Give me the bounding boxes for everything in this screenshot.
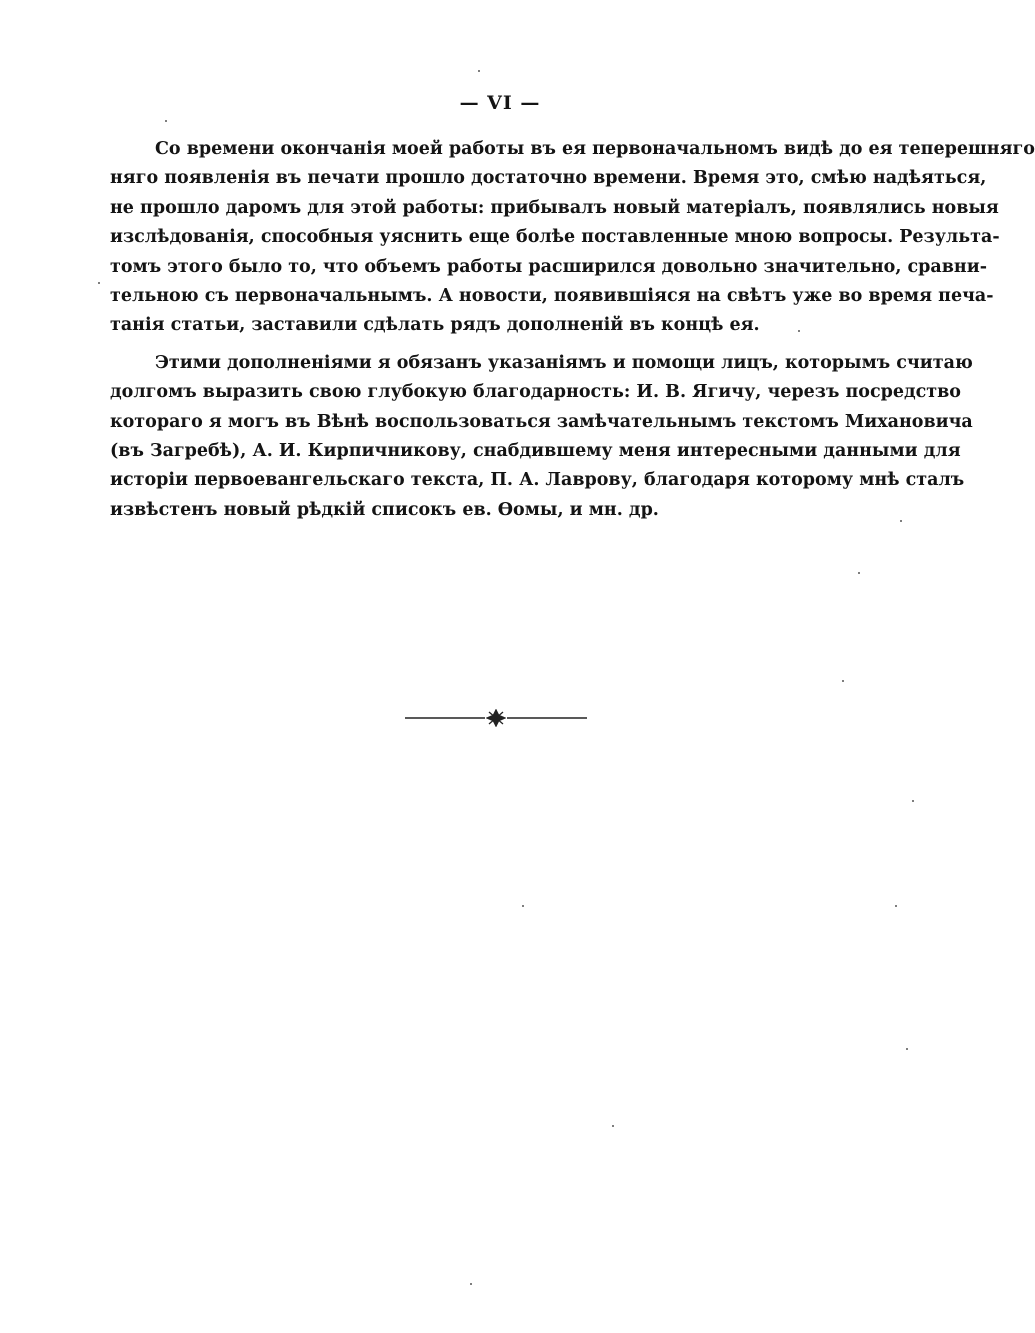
print-speck [858,572,860,574]
print-speck [912,800,914,802]
text-line: долгомъ выразить свою глубокую благодарность: И. В. Ягичу, черезъ посредство [110,382,961,403]
text-line: томъ этого было то, что объемъ работы расширился довольно значительно, сравни- [110,256,987,277]
print-speck [98,282,100,284]
paragraph-1 [110,135,1035,341]
print-speck [165,120,167,122]
text-line: (въ Загребѣ), А. И. Кирпичникову, снабдившему меня интересными данными для [110,440,961,461]
print-speck [478,70,480,72]
paragraph-2 [110,349,973,525]
print-speck [906,1048,908,1050]
text-line: тельною съ первоначальнымъ. А новости, появившіяся на свѣтъ уже во время печа- [110,285,994,306]
print-speck [798,330,800,332]
print-speck [470,1283,472,1285]
text-line: исторіи первоевангельскаго текста, П. А. Лаврову, благодаря которому мнѣ сталъ [110,470,965,491]
print-speck [895,905,897,907]
text-line: Этими дополненіями я обязанъ указаніямъ и помощи лицъ, которымъ считаю [155,352,973,373]
body-text [110,135,1035,525]
text-line: изслѣдованія, способныя уяснить еще болѣе поставленные мною вопросы. Результа- [110,227,1000,248]
print-speck [612,1125,614,1127]
text-line: котораго я могъ въ Вѣнѣ воспользоваться замѣчательнымъ текстомъ Михановича [110,411,973,432]
print-speck [522,905,524,907]
print-speck [842,680,844,682]
ornament-divider [405,708,587,728]
print-speck [900,520,902,522]
text-line: няго появленія въ печати прошло достаточно времени. Время это, смѣю надѣяться, [110,168,987,189]
text-line: Со времени окончанія моей работы въ ея первоначальномъ видѣ до ея теперешняго [155,139,1035,159]
text-line: извѣстенъ новый рѣдкій списокъ ев. Ѳомы, и мн. др. [110,499,659,520]
page-number: — VI — [459,92,541,114]
text-line: не прошло даромъ для этой работы: прибывалъ новый матеріалъ, появлялись новыя [110,197,999,218]
text-line: танія статьи, заставили сдѣлать рядъ дополненій въ концѣ ея. [110,315,760,336]
